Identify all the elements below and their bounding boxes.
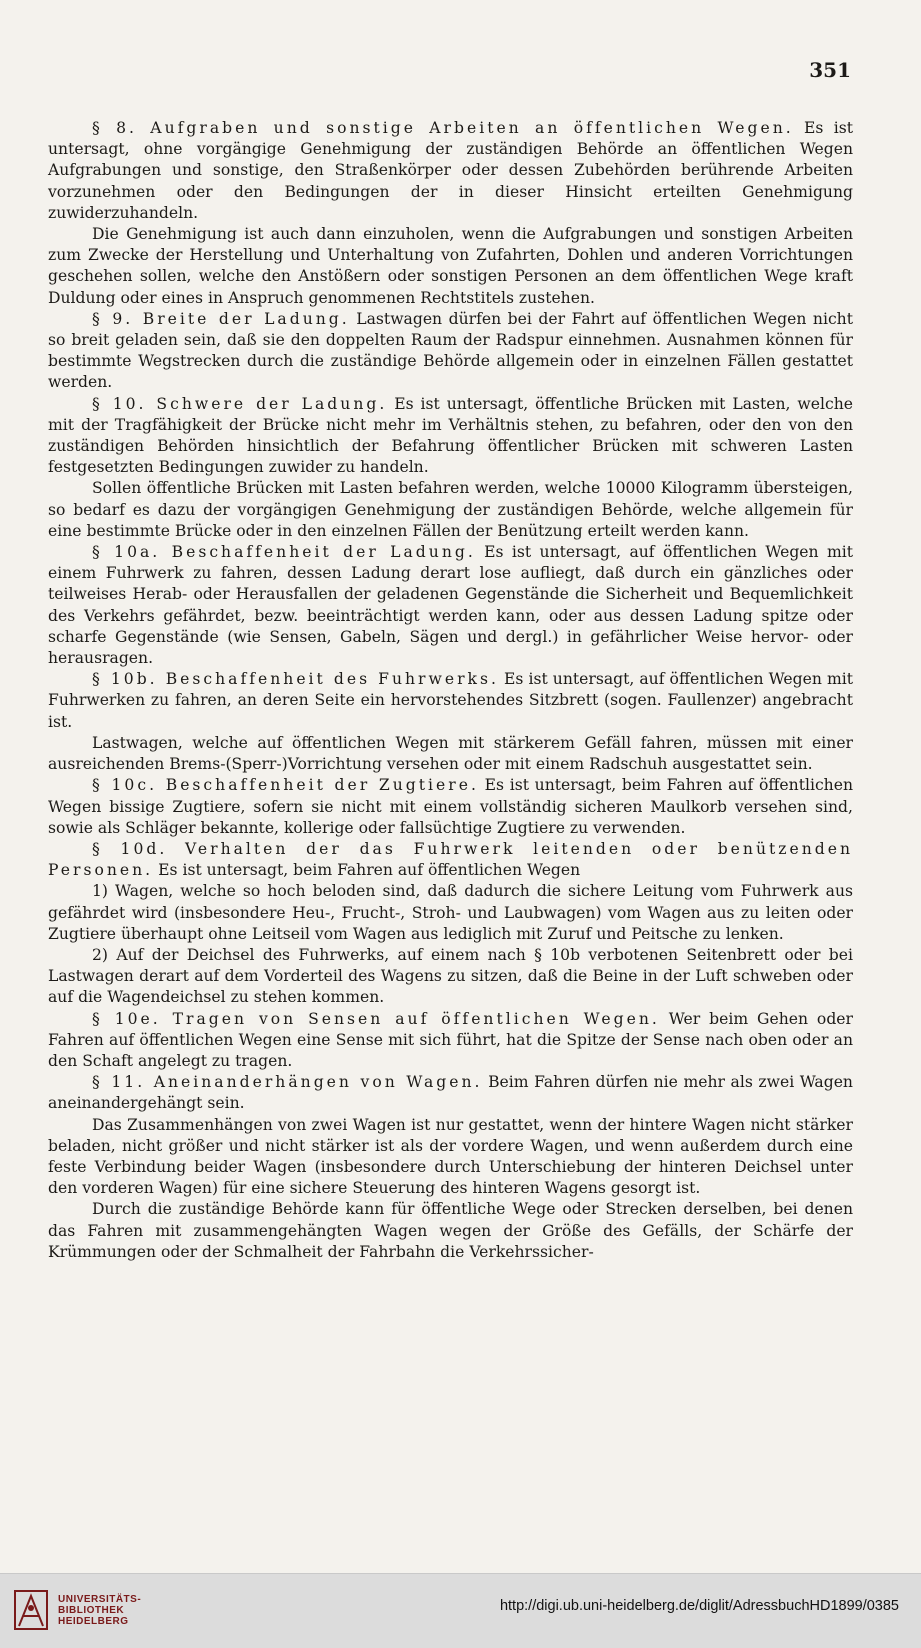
paragraph-text: Es ist untersagt, auf öffentlichen Wegen mit einem Fuhrwerk zu fahren, dessen Ladung derart lose aufliegt, daß durch ein gänzliches oder teilweises Herab- oder Herausfallen der geladenen Gegenstände die Sicherheit und Bequemlichkeit des Verkehrs gefährdet, bezw. beeinträchtigt werden kann, oder aus dessen Ladung spitze oder scharfe Gegenstände (wie Sensen, Gabeln, Sägen und dergl.) in gefährlicher Weise hervor- oder herausragen. (48, 543, 853, 668)
university-seal-icon (12, 1588, 50, 1632)
paragraph (48, 1115, 853, 1200)
paragraph-text: Lastwagen dürfen bei der Fahrt auf öffentlichen Wegen nicht so breit geladen sein, daß sie den doppelten Raum der Radspur einnehmen. Ausnahmen können für bestimmte Wegstrecken durch die zuständige Behörde allgemein oder in einzelnen Fällen gestattet werden. (48, 309, 853, 392)
paragraph (48, 1199, 853, 1263)
document-text (48, 118, 853, 1263)
paragraph (48, 775, 853, 839)
section-heading: § 9. Breite der Ladung. (92, 309, 350, 328)
section-heading: § 10b. Beschaffenheit des Fuhrwerks. (92, 670, 499, 689)
paragraph-text: Wer beim Gehen oder Fahren auf öffentlichen Wegen eine Sense mit sich führt, hat die Spitze der Sense nach oben oder an den Schaft angelegt zu tragen. (48, 1009, 853, 1070)
page-number: 351 (809, 58, 851, 82)
section-heading: § 11. Aneinanderhängen von Wagen. (92, 1073, 483, 1092)
paragraph-text: 1) Wagen, welche so hoch beloden sind, daß dadurch die sichere Leitung vom Fuhrwerk aus gefährdet wird (insbesondere Heu-, Frucht-, Stroh- und Laubwagen) vom Wagen aus zu leiten oder Zugtiere überhaupt ohne Leitseil vom Wagen aus lediglich mit Zuruf und Peitsche zu lenken. (48, 882, 853, 943)
library-name-line: BIBLIOTHEK (58, 1605, 125, 1616)
paragraph-text: Das Zusammenhängen von zwei Wagen ist nur gestattet, wenn der hintere Wagen nicht stärker beladen, nicht größer und nicht stärker ist als der vordere Wagen, und wenn außerdem durch eine feste Verbindung beider Wagen (insbesondere durch Unterschiebung der hinteren Deichsel unter den vorderen Wagen) für eine sichere Steuerung des hinteren Wagens gesorgt ist. (48, 1115, 853, 1198)
library-name (58, 1594, 141, 1627)
section-heading: § 10a. Beschaffenheit der Ladung. (92, 543, 476, 562)
footer-bar (0, 1573, 921, 1648)
paragraph (48, 733, 853, 775)
paragraph-text: Es ist untersagt, beim Fahren auf öffentlichen Wegen bissige Zugtiere, sofern sie nicht mit einem vollständig sicheren Maulkorb versehen sind, sowie als Schläger bekannte, kollerige oder fallsüchtige Zugtiere zu verwenden. (48, 776, 853, 837)
library-name-line: UNIVERSITÄTS- (58, 1594, 142, 1605)
paragraph (48, 881, 853, 945)
section-heading: § 8. Aufgraben und sonstige Arbeiten an öffentlichen Wegen. (92, 119, 794, 137)
section-heading: § 10d. Verhalten der das Fuhrwerk leitenden oder benützenden Personen. (48, 839, 853, 880)
paragraph-text: Es ist untersagt, öffentliche Brücken mit Lasten, welche mit der Tragfähigkeit der Brücke nicht mehr im Verhältnis stehen, zu befahren, oder den von den zuständigen Behörden hinsichtlich der Befahrung öffentlicher Brücken mit schweren Lasten festgesetzten Bedingungen zuwider zu handeln. (48, 394, 853, 477)
paragraph (48, 542, 853, 669)
paragraph-text: Lastwagen, welche auf öffentlichen Wegen mit stärkerem Gefäll fahren, müssen mit einer ausreichenden Brems-(Sperr-)Vorrichtung versehen oder mit einem Radschuh ausgestattet sein. (48, 733, 853, 774)
paragraph (48, 669, 853, 733)
paragraph-text: Sollen öffentliche Brücken mit Lasten befahren werden, welche 10000 Kilogramm übersteigen, so bedarf es dazu der vorgängigen Genehmigung der zuständigen Behörde, welche allgemein für eine bestimmte Brücke oder in den einzelnen Fällen der Benützung erteilt werden kann. (48, 479, 853, 540)
paragraph-text: Durch die zuständige Behörde kann für öffentliche Wege oder Strecken derselben, bei denen das Fahren mit zusammengehängten Wagen wegen der Größe des Gefälls, der Schärfe der Krümmungen oder der Schmalheit der Fahrbahn die Verkehrssicher- (48, 1200, 853, 1261)
paragraph (48, 1072, 853, 1114)
source-url-link[interactable]: http://digi.ub.uni-heidelberg.de/diglit/AdressbuchHD1899/0385 (499, 1598, 899, 1614)
paragraph-text: Die Genehmigung ist auch dann einzuholen, wenn die Aufgrabungen und sonstigen Arbeiten zum Zwecke der Herstellung und Unterhaltung von Zufahrten, Dohlen und anderen Vorrichtungen geschehen sollen, welche den Anstößern oder sonstigen Personen an dem öffentlichen Wege kraft Duldung oder eines in Anspruch genommenen Rechtstitels zustehen. (48, 225, 853, 307)
library-name-line: HEIDELBERG (58, 1616, 129, 1627)
paragraph-text: Es ist untersagt, ohne vorgängige Genehmigung der zuständigen Behörde an öffentlichen Wegen Aufgrabungen und sonstige, den Straßenkörper oder dessen Zubehörden berührende Arbeiten vorzunehmen oder den Bedingungen der in dieser Hinsicht erteilten Genehmigung zuwiderzuhandeln. (48, 119, 853, 222)
paragraph (48, 309, 853, 394)
paragraph (48, 118, 853, 224)
paragraph-text: 2) Auf der Deichsel des Fuhrwerks, auf einem nach § 10b verbotenen Seitenbrett oder bei Lastwagen derart auf dem Vorderteil des Wagens zu sitzen, daß die Beine in der Luft schweben oder auf die Wagendeichsel zu stehen kommen. (48, 945, 853, 1007)
paragraph (48, 839, 853, 881)
paragraph (48, 945, 853, 1009)
paragraph (48, 394, 853, 479)
paragraph-text: Es ist untersagt, auf öffentlichen Wegen mit Fuhrwerken zu fahren, an deren Seite ein hervorstehendes Sitzbrett (sogen. Faullenzer) angebracht ist. (48, 670, 853, 731)
section-heading: § 10c. Beschaffenheit der Zugtiere. (92, 776, 479, 795)
paragraph-text: Es ist untersagt, beim Fahren auf öffentlichen Wegen (158, 861, 581, 880)
paragraph (48, 478, 853, 542)
paragraph (48, 1009, 853, 1073)
section-heading: § 10e. Tragen von Sensen auf öffentlichen Wegen. (92, 1009, 660, 1028)
paragraph-text: Beim Fahren dürfen nie mehr als zwei Wagen aneinandergehängt sein. (48, 1073, 853, 1113)
paragraph (48, 224, 853, 309)
section-heading: § 10. Schwere der Ladung. (92, 394, 388, 413)
